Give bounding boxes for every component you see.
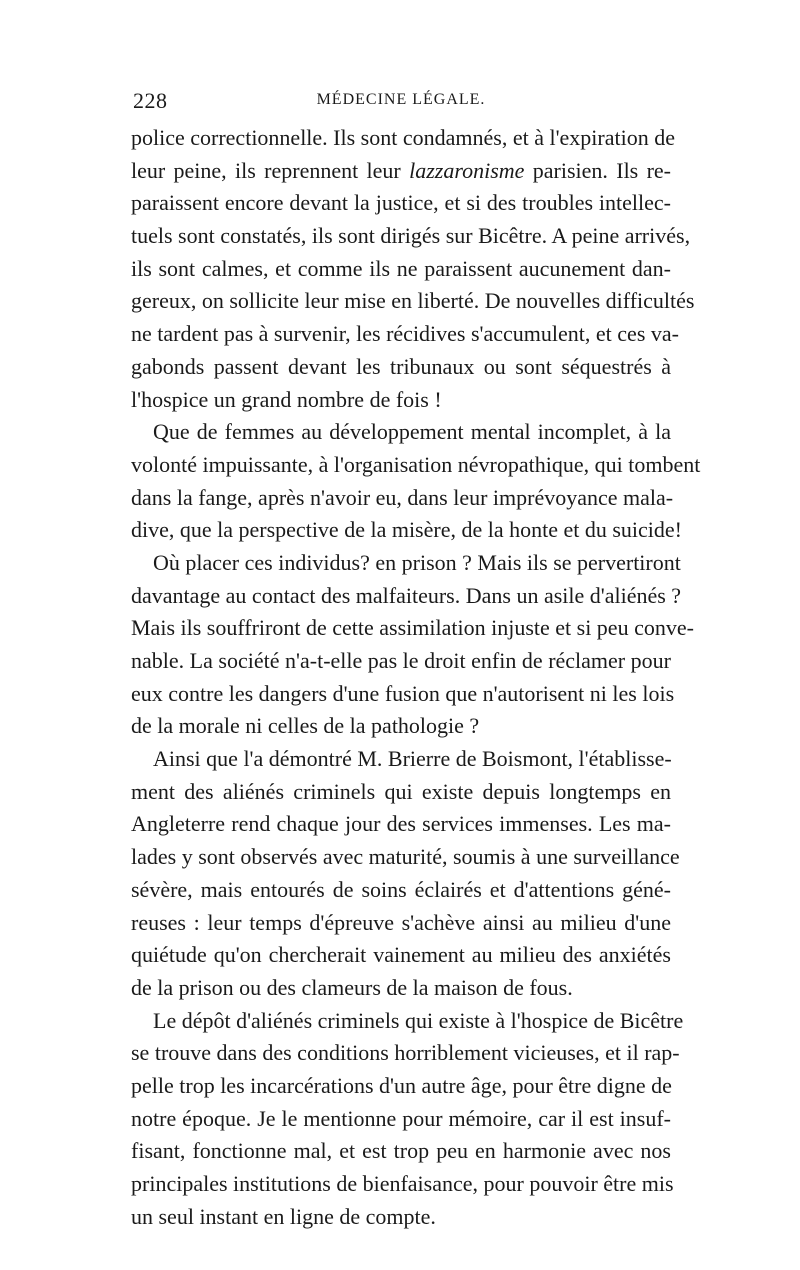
text-line: police correctionnelle. Ils sont condamnés, et à l'expiration de [131,125,675,150]
text-line: gereux, on sollicite leur mise en liberté. De nouvelles difficultés [131,288,695,314]
text-line: nable. La société n'a-t-elle pas le droit enfin de réclamer pour [131,648,671,673]
text-line: fisant, fonctionne mal, et est trop peu en harmonie avec nos [131,1138,671,1164]
text-line: Angleterre rend chaque jour des services immenses. Les ma- [131,811,671,837]
italic-word: lazzaronisme [409,157,525,183]
text-fragment: leur peine, ils reprennent leur [131,157,401,183]
text-line: Que de femmes au développement mental incomplet, à la [153,419,671,445]
running-title: MÉDECINE LÉGALE. [316,91,486,108]
text-line: Le dépôt d'aliénés criminels qui existe à l'hospice de Bicêtre [153,1007,684,1033]
text-line: paraissent encore devant la justice, et si des troubles intellec- [131,190,671,216]
text-line [131,155,671,188]
text-line: sévère, mais entourés de soins éclairés et d'attentions géné- [131,876,671,902]
text-line: volonté impuissante, à l'organisation névropathique, qui tombent [131,451,701,477]
text-line: ment des aliénés criminels qui existe depuis longtemps en [131,778,671,804]
text-line: dans la fange, après n'avoir eu, dans leur imprévoyance mala- [131,484,674,510]
text-line: gabonds passent devant les tribunaux ou sont séquestrés à [131,353,671,379]
page-number: 228 [133,88,168,113]
text-line: ne tardent pas à survenir, les récidives s'accumulent, et ces va- [131,321,679,347]
text-line: de la prison ou des clameurs de la maison de fous. [131,974,573,1000]
text-line: dive, que la perspective de la misère, de la honte et du suicide! [131,517,683,543]
text-line: lades y sont observés avec maturité, soumis à une surveillance [131,844,680,870]
text-line: notre époque. Je le mentionne pour mémoire, car il est insuf- [131,1105,671,1131]
text-fragment: parisien. Ils re- [532,157,672,183]
text-line: eux contre les dangers d'une fusion que n'autorisent ni les lois [131,680,675,706]
text-line: quiétude qu'on chercherait vainement au milieu des anxiétés [131,942,671,968]
text-line: tuels sont constatés, ils sont dirigés sur Bicêtre. A peine arrivés, [131,223,691,249]
text-line: l'hospice un grand nombre de fois ! [131,386,442,412]
text-line: Ainsi que l'a démontré M. Brierre de Boismont, l'établisse- [153,746,672,772]
book-page [131,88,701,1233]
running-header [131,88,671,118]
text-line: Mais ils souffriront de cette assimilation injuste et si peu conve- [131,615,694,641]
text-line: reuses : leur temps d'épreuve s'achève ainsi au milieu d'une [131,909,671,935]
text-line: davantage au contact des malfaiteurs. Dans un asile d'aliénés ? [131,582,682,608]
text-line: un seul instant en ligne de compte. [131,1203,436,1229]
body-text [131,122,701,1233]
text-line: ils sont calmes, et comme ils ne paraissent aucunement dan- [131,255,671,281]
text-line: pelle trop les incarcérations d'un autre âge, pour être digne de [131,1072,672,1098]
text-line: de la morale ni celles de la pathologie ? [131,713,480,739]
text-line: Où placer ces individus? en prison ? Mais ils se pervertiront [153,549,681,575]
text-line: se trouve dans des conditions horriblement vicieuses, et il rap- [131,1040,680,1066]
text-line: principales institutions de bienfaisance, pour pouvoir être mis [131,1171,674,1196]
